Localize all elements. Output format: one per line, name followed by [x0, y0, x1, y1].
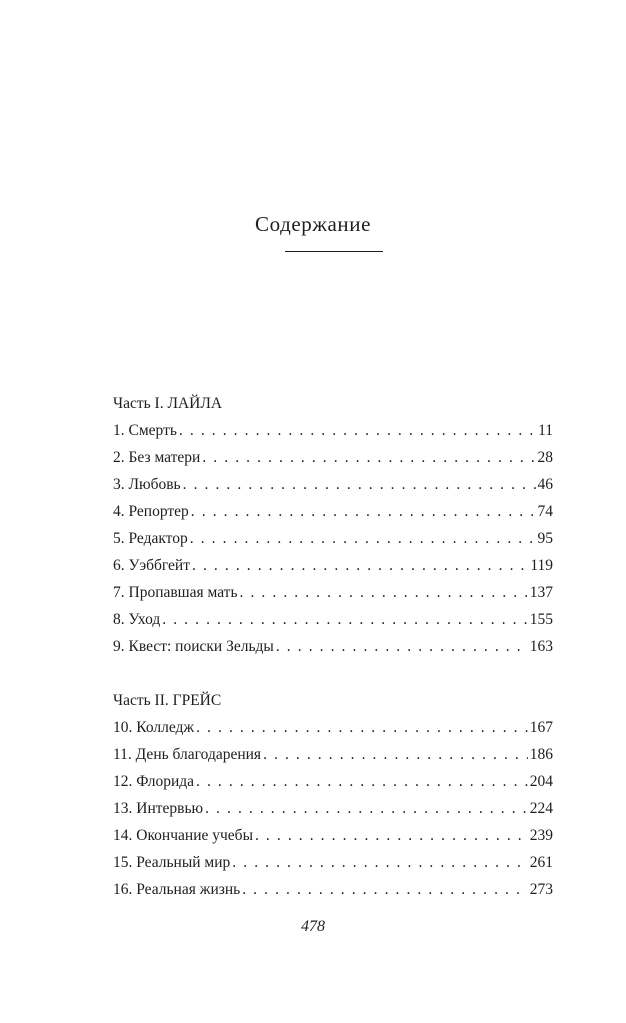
dot-leader — [276, 637, 528, 657]
chapter-title: 6. Уэббгейт — [113, 557, 191, 574]
chapter-title: 13. Интервью — [113, 800, 204, 817]
page-title: Содержание — [254, 212, 372, 236]
chapter-page: 95 — [537, 530, 553, 547]
page-number: 478 — [301, 918, 325, 935]
toc-entry — [113, 502, 553, 522]
chapter-title: 16. Реальная жизнь — [113, 881, 241, 898]
chapter-page: 261 — [529, 854, 553, 871]
chapter-page: 163 — [529, 638, 553, 655]
chapter-page: 224 — [529, 800, 553, 817]
part-1-heading: Часть I. ЛАЙЛА — [113, 395, 223, 412]
toc-entry — [113, 529, 553, 549]
toc-entry — [113, 880, 553, 900]
chapter-page: 74 — [537, 503, 553, 520]
dot-leader — [179, 421, 536, 441]
chapter-title: 1. Смерть — [113, 422, 177, 439]
chapter-title: 15. Реальный мир — [113, 854, 231, 871]
chapter-page: 239 — [529, 827, 553, 844]
chapter-title: 8. Уход — [113, 611, 161, 628]
chapter-page: 119 — [530, 557, 553, 574]
chapter-title: 11. День благодарения — [113, 746, 262, 763]
chapter-title: 4. Репортер — [113, 503, 189, 520]
chapter-title: 7. Пропавшая мать — [113, 584, 238, 601]
toc-entry — [113, 610, 553, 630]
chapter-page: 167 — [529, 719, 553, 736]
chapter-title: 14. Окончание учебы — [113, 827, 253, 844]
chapter-page: 155 — [529, 611, 553, 628]
dot-leader — [190, 529, 536, 549]
toc-entry — [113, 421, 553, 441]
chapter-page: 204 — [529, 773, 553, 790]
dot-leader — [205, 799, 528, 819]
toc-entry — [113, 718, 553, 738]
part-2-heading: Часть II. ГРЕЙС — [113, 692, 222, 709]
dot-leader — [202, 448, 535, 468]
toc-entry — [113, 556, 553, 576]
dot-leader — [183, 475, 536, 495]
toc-entry — [113, 637, 553, 657]
chapter-page: 11 — [538, 422, 553, 439]
dot-leader — [196, 772, 528, 792]
chapter-title: 12. Флорида — [113, 773, 195, 790]
chapter-page: 137 — [529, 584, 553, 601]
dot-leader — [192, 556, 528, 576]
chapter-page: 186 — [529, 746, 553, 763]
dot-leader — [263, 745, 528, 765]
chapter-title: 5. Редактор — [113, 530, 188, 547]
toc-entry — [113, 583, 553, 603]
chapter-page: 46 — [537, 476, 553, 493]
chapter-page: 273 — [529, 881, 553, 898]
toc-entry — [113, 448, 553, 468]
title-underline — [285, 251, 383, 252]
dot-leader — [242, 880, 528, 900]
dot-leader — [232, 853, 527, 873]
toc-entry — [113, 772, 553, 792]
chapter-title: 9. Квест: поиски Зельды — [113, 638, 274, 655]
dot-leader — [191, 502, 536, 522]
toc-entry — [113, 826, 553, 846]
dot-leader — [162, 610, 527, 630]
toc-entry — [113, 745, 553, 765]
chapter-title: 3. Любовь — [113, 476, 181, 493]
dot-leader — [196, 718, 528, 738]
chapter-page: 28 — [537, 449, 553, 466]
toc-entry — [113, 853, 553, 873]
toc-entry — [113, 799, 553, 819]
dot-leader — [255, 826, 528, 846]
toc-entry — [113, 475, 553, 495]
chapter-title: 10. Колледж — [113, 719, 195, 736]
chapter-title: 2. Без матери — [113, 449, 201, 466]
dot-leader — [240, 583, 528, 603]
